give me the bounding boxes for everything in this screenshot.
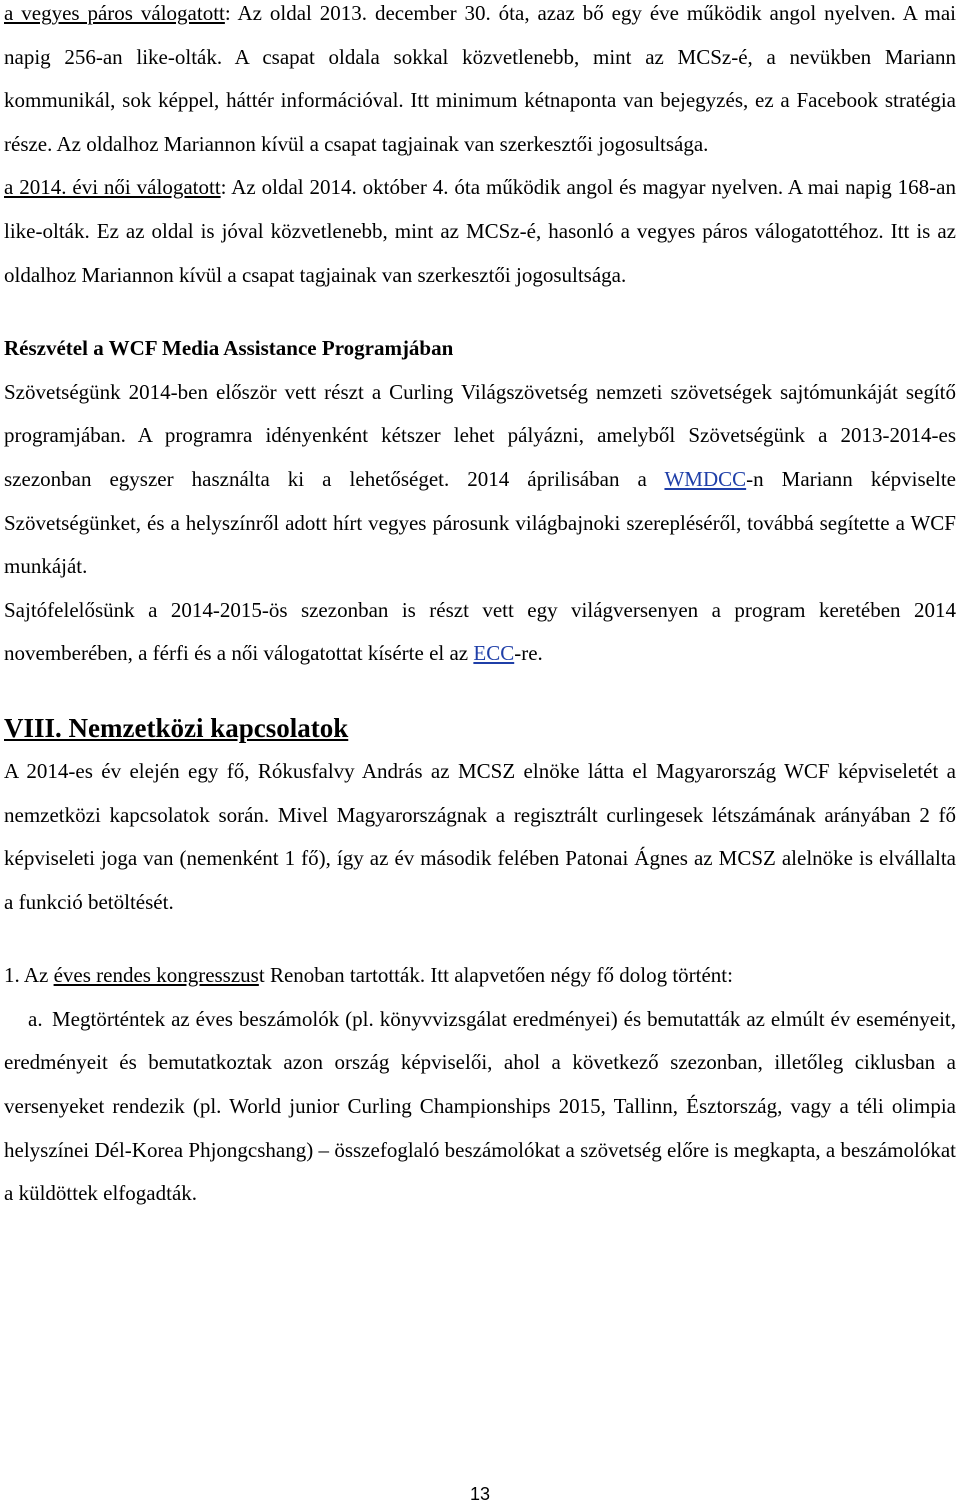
mixed-doubles-text: : Az oldal 2013. december 30. óta, azaz bő egy éve működik angol nyelven. A mai napig 256-an like-olták. A csapat oldala sokkal közvetlenebb, mint az MCSz-é, a nevükben Mariann kommunikál, sok képpel, háttér információval. Itt minimum kétnaponta van bejegyzés, ez a Facebook stratégia része. Az oldalhoz Mariannon kívül a csapat tagjainak van szerkesztői jogosultsága. [4,1,956,156]
paragraph-mixed-doubles-page [4,0,956,166]
list-item-congress [4,954,956,998]
wcf-program-heading: Részvétel a WCF Media Assistance Programjában [4,336,454,361]
spacer [4,297,956,327]
wmdcc-link[interactable]: WMDCC [664,466,747,491]
list-item-rest: t Renoban tartották. Itt alapvetően négy fő dolog történt: [258,963,733,988]
press-text-before-link: Sajtófelelősünk a 2014-2015-ös szezonban is részt vett egy világversenyen a program keretében 2014 novemberében, a férfi és a női válogatottat kísérte el az [4,597,956,666]
sub-item-a [4,998,956,1216]
press-text-after-link: -re. [514,641,543,666]
wcf-program-paragraph [4,371,956,589]
press-officer-paragraph [4,589,956,676]
ecc-link[interactable]: ECC [473,641,515,666]
womens-team-link[interactable]: a 2014. évi női válogatott [4,175,221,200]
womens-team-text: : Az oldal 2014. október 4. óta működik angol és magyar nyelven. A mai napig 168-an like-olták. Ez az oldal is jóval közvetlenebb, mint az MCSz-é, hasonló a vegyes páros válogatottéhoz. Itt is az oldalhoz Mariannon kívül a csapat tagjainak van szerkesztői jogosultsága. [4,175,956,287]
international-relations-paragraph: A 2014-es év elején egy fő, Rókusfalvy András az MCSZ elnöke látta el Magyarország WCF képviseletét a nemzetközi kapcsolatok során. Mivel Magyarországnak a regisztrált curlingesek létszámának arányában 2 fő képviseleti joga van (nemenként 1 fő), így az év második felében Patonai Ágnes az MCSZ alelnöke is elvállalta a funkció betöltését. [4,758,956,914]
document-page [4,0,956,1216]
wcf-text-before-link: Szövetségünk 2014-ben először vett részt a Curling Világszövetség nemzeti szövetségek sajtómunkáját segítő programjában. A programra idényenként kétszer lehet pályázni, amelyből Szövetségünk a 2013-2014-es szezonban egyszer használta ki a lehetőséget. 2014 áprilisában a [4,379,956,491]
list-item-number: 1. Az [4,963,54,988]
annual-congress-underlined: éves rendes kongresszus [53,963,259,988]
mixed-doubles-team-link[interactable]: a vegyes páros válogatott [4,1,225,25]
wcf-text-after-link: -n Mariann képviselte Szövetségünket, és a helyszínről adott hírt vegyes párosunk világbajnoki szerepléséről, továbbá segítette a WCF munkáját. [4,466,956,579]
spacer [4,924,956,954]
page-number: 13 [469,1484,491,1504]
spacer [4,676,956,706]
paragraph-womens-team-page [4,166,956,297]
section-title-international-relations: VIII. Nemzetközi kapcsolatok [4,712,349,743]
sub-item-text: Megtörténtek az éves beszámolók (pl. könyvvizsgálat eredményei) és bemutatták az elmúlt év eseményeit, eredményeit és bemutatkoztak azon ország képviselői, ahol a következő szezonban, illetőleg ciklusban a versenyeket rendezik (pl. World junior Curling Championships 2015, Tallinn, Észtország, vagy a téli olimpia helyszínei Dél-Korea Phjongcshang) – összefoglaló beszámolókat a szövetség előre is megkapta, a beszámolókat a küldöttek elfogadták. [4,1006,956,1206]
sub-item-label: a. [28,1006,43,1031]
